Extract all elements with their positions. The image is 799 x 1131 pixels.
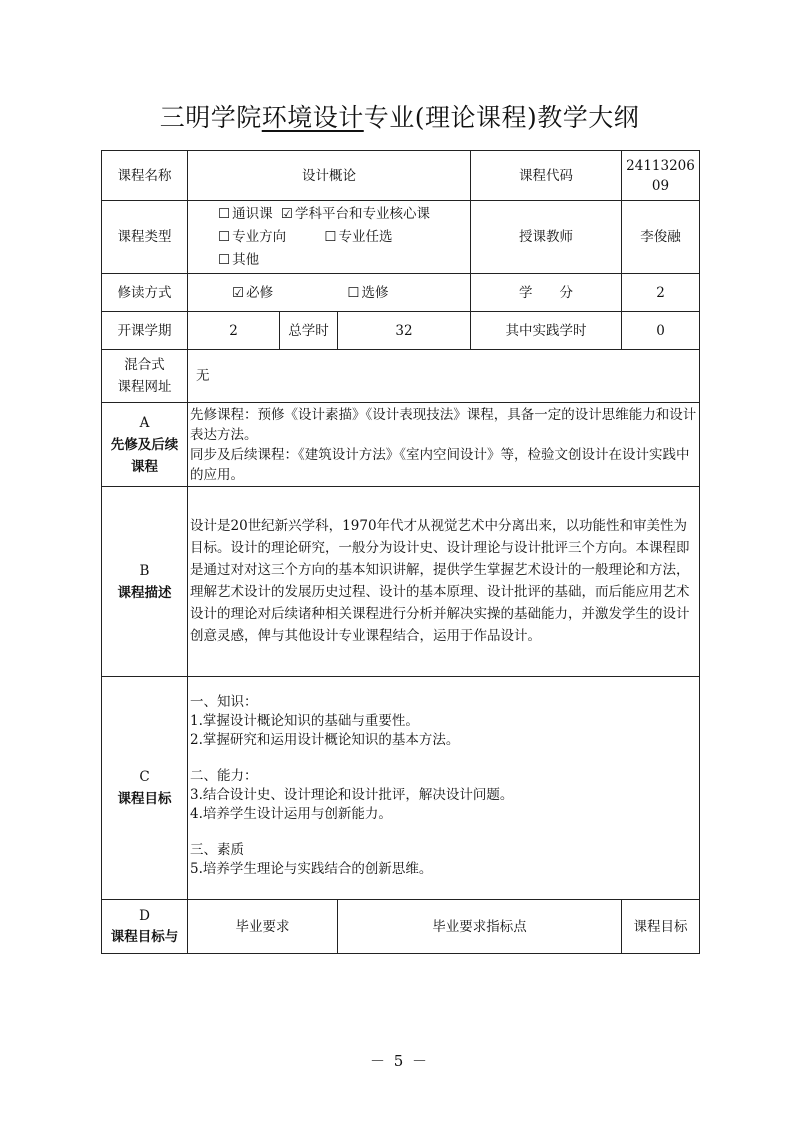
knowledge-item: 1.掌握设计概论知识的基础与重要性。 [190,713,419,729]
quality-heading: 三、素质 [190,842,244,858]
section-d-header [102,900,188,954]
quality-item: 5.培养学生理论与实践结合的创新思维。 [190,861,433,877]
type-option-label: 通识课 [232,205,273,222]
section-b-content [188,487,700,677]
course-code-label: 课程代码 [471,151,622,201]
graduation-requirement-header: 毕业要求 [188,900,338,954]
table-row [102,312,700,350]
page-title [0,98,799,134]
section-d-letter: D [139,907,150,924]
hybrid-url-label [102,350,188,403]
checkbox-unchecked-icon: ☐ [324,228,337,245]
checkbox-checked-icon: ☑ [280,205,294,222]
semester-label: 开课学期 [102,312,188,350]
teacher-label: 授课教师 [471,201,622,274]
section-a-label-line2: 课程 [131,458,158,475]
table-row [102,677,700,900]
section-a-header [102,403,188,487]
checkbox-unchecked-icon: ☐ [218,205,231,222]
mode-option-label: 选修 [361,284,389,301]
title-suffix: 专业(理论课程)教学大纲 [363,103,640,132]
course-code-value [622,151,700,201]
checkbox-unchecked-icon: ☐ [218,251,231,268]
table-row [102,201,700,274]
course-name-value: 设计概论 [188,151,471,201]
section-b-header [102,487,188,677]
credit-label: 学 分 [471,274,622,312]
section-d-label: 课程目标与 [110,928,179,945]
type-option-label: 专业方向 [232,228,287,245]
syllabus-table [101,150,700,954]
table-row [102,487,700,677]
type-option-elective[interactable] [324,229,392,245]
teacher-value: 李俊融 [622,201,700,274]
title-major: 环境设计 [261,103,364,132]
total-hours-label: 总学时 [280,312,338,350]
study-mode-label: 修读方式 [102,274,188,312]
table-row [102,151,700,201]
section-a-letter: A [139,414,150,431]
table-row [102,274,700,312]
ability-item: 3.结合设计史、设计理论和设计批评，解决设计问题。 [190,787,514,803]
prerequisite-text: 先修课程：预修《设计素描》《设计表现技法》课程，具备一定的设计思维能力和设计表达方法。 [190,407,697,443]
mode-option-required[interactable] [232,285,273,301]
course-code-line1: 24113206 [626,157,695,174]
knowledge-item: 2.掌握研究和运用设计概论知识的基本方法。 [190,732,460,748]
section-a-label-line1: 先修及后续 [110,436,179,453]
requirement-indicator-header: 毕业要求指标点 [338,900,622,954]
course-code-line2: 09 [651,177,670,194]
section-c-header [102,677,188,900]
ability-item: 4.培养学生设计运用与创新能力。 [190,806,392,822]
title-prefix: 三明学院 [159,103,262,132]
type-option-label: 其他 [232,251,260,268]
type-option-label: 学科平台和专业核心课 [295,205,431,222]
credit-value: 2 [622,274,700,312]
section-b-letter: B [139,562,150,579]
type-option-core[interactable] [281,206,430,222]
type-option-label: 专业任选 [338,228,393,245]
section-c-content [188,677,700,900]
course-type-options [188,201,471,274]
semester-value: 2 [188,312,280,350]
hybrid-label-line1: 混合式 [124,357,165,373]
table-row [102,403,700,487]
practice-hours-label: 其中实践学时 [471,312,622,350]
course-type-label: 课程类型 [102,201,188,274]
mode-option-elective[interactable] [347,285,388,301]
spacer [190,824,697,841]
page-number: － 5 － [369,1052,430,1070]
followup-text: 同步及后续课程：《建筑设计方法》《室内空间设计》等，检验文创设计在设计实践中的应用。 [190,447,690,483]
practice-hours-value: 0 [622,312,700,350]
mode-option-label: 必修 [246,284,274,301]
course-description-text: 设计是20世纪新兴学科，1970年代才从视觉艺术中分离出来，以功能性和审美性为目标。设计的理论研究，一般分为设计史、设计理论与设计批评三个方向。本课程即是通过对对这三个方向的基本知识讲解，提供学生掌握艺术设计的一般理论和方法，理解艺术设计的发展历史过程、设计的基本原理、设计批评的基础，而后能应用艺术设计的理论对后续诸种相关课程进行分析并解决实操的基础能力，并激发学生的设计创意灵感，俾与其他设计专业课程结合，运用于作品设计。 [190,518,690,644]
total-hours-value: 32 [338,312,471,350]
study-mode-options [188,274,471,312]
hybrid-label-line2: 课程网址 [117,379,172,395]
section-b-label: 课程描述 [117,584,172,601]
spacer [190,750,697,767]
table-row [102,350,700,403]
section-c-letter: C [139,769,150,785]
type-option-general[interactable] [218,206,273,222]
course-name-label: 课程名称 [102,151,188,201]
section-a-content [188,403,700,487]
type-option-other[interactable] [218,252,259,268]
checkbox-checked-icon: ☑ [232,284,245,301]
checkbox-unchecked-icon: ☐ [218,228,231,245]
ability-heading: 二、能力： [190,768,258,784]
course-goal-header: 课程目标 [622,900,700,954]
knowledge-heading: 一、知识： [190,694,258,710]
hybrid-url-value: 无 [188,350,700,403]
checkbox-unchecked-icon: ☐ [347,284,360,301]
table-row [102,900,700,954]
type-option-direction[interactable] [218,229,286,245]
section-c-label: 课程目标 [117,791,172,807]
